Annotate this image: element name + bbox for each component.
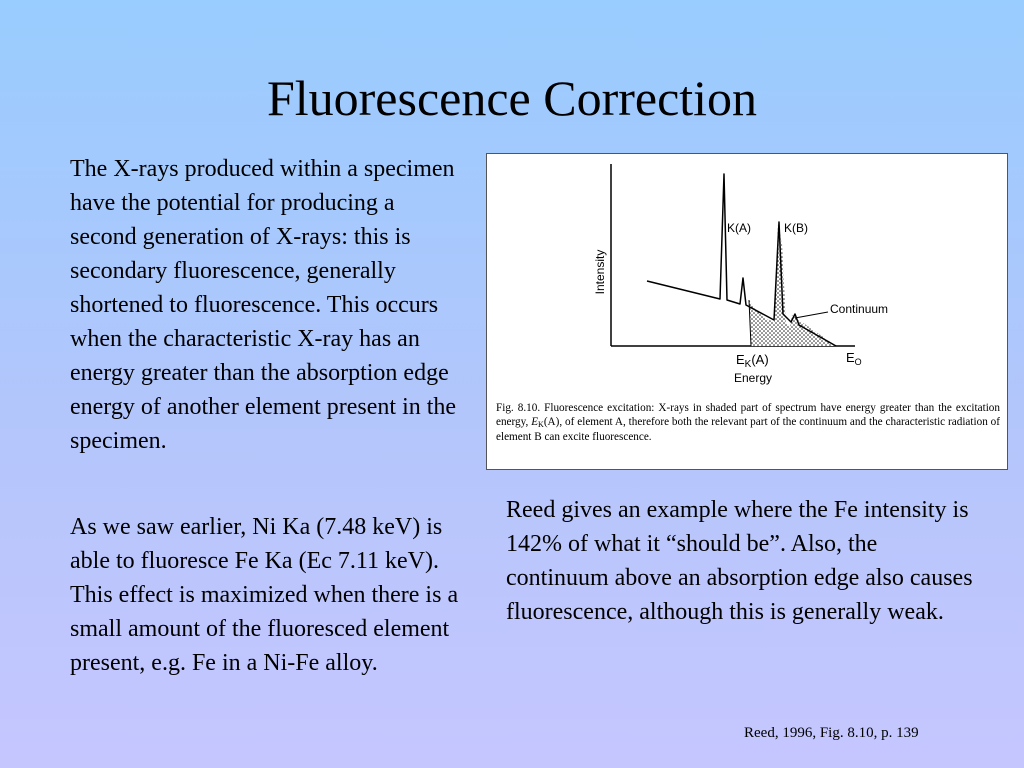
spectrum-diagram bbox=[487, 154, 1007, 399]
x-axis-label: Energy bbox=[733, 371, 773, 385]
citation: Reed, 1996, Fig. 8.10, p. 139 bbox=[744, 725, 919, 741]
spectrum-figure bbox=[486, 153, 1008, 470]
continuum-pointer bbox=[795, 312, 828, 318]
slide-title: Fluorescence Correction bbox=[266, 70, 758, 126]
continuum-label: Continuum bbox=[830, 302, 889, 316]
shaded-region bbox=[749, 224, 836, 346]
paragraph-ni-fe-example: As we saw earlier, Ni Ka (7.48 keV) is able to fluoresce Fe Ka (Ec 7.11 keV). This effect is maximized when there is a small amount of the fluoresced element present, e.g. Fe in a Ni-Fe alloy. bbox=[70, 514, 459, 676]
y-axis-label: Intensity bbox=[593, 249, 607, 295]
peak-a-label: K(A) bbox=[727, 221, 751, 235]
peak-b-label: K(B) bbox=[784, 221, 808, 235]
paragraph-reed-example: Reed gives an example where the Fe intensity is 142% of what it “should be”. Also, the continuum above an absorption edge also causes fluorescence, although this is generally weak. bbox=[506, 497, 973, 625]
ek-label: $E_K(A)$ bbox=[736, 352, 769, 370]
spectrum-curve bbox=[647, 174, 836, 346]
paragraph-intro: The X-rays produced within a specimen have the potential for producing a second generation of X-rays: this is secondary fluorescence, generally shortened to fluorescence. This occurs when the characteristic X-ray has an energy greater than the absorption edge energy of another element present in the specimen. bbox=[70, 156, 457, 454]
figure-caption: Fig. 8.10. Fluorescence excitation: X-rays in shaded part of spectrum have energy greater than the excitation energy, $E_K(A)$, of element A, therefore both the relevant part of the continuum and the characteristic radiation of element B can excite fluorescence. bbox=[496, 402, 1001, 443]
eo-label: $E_O$ bbox=[846, 350, 862, 367]
